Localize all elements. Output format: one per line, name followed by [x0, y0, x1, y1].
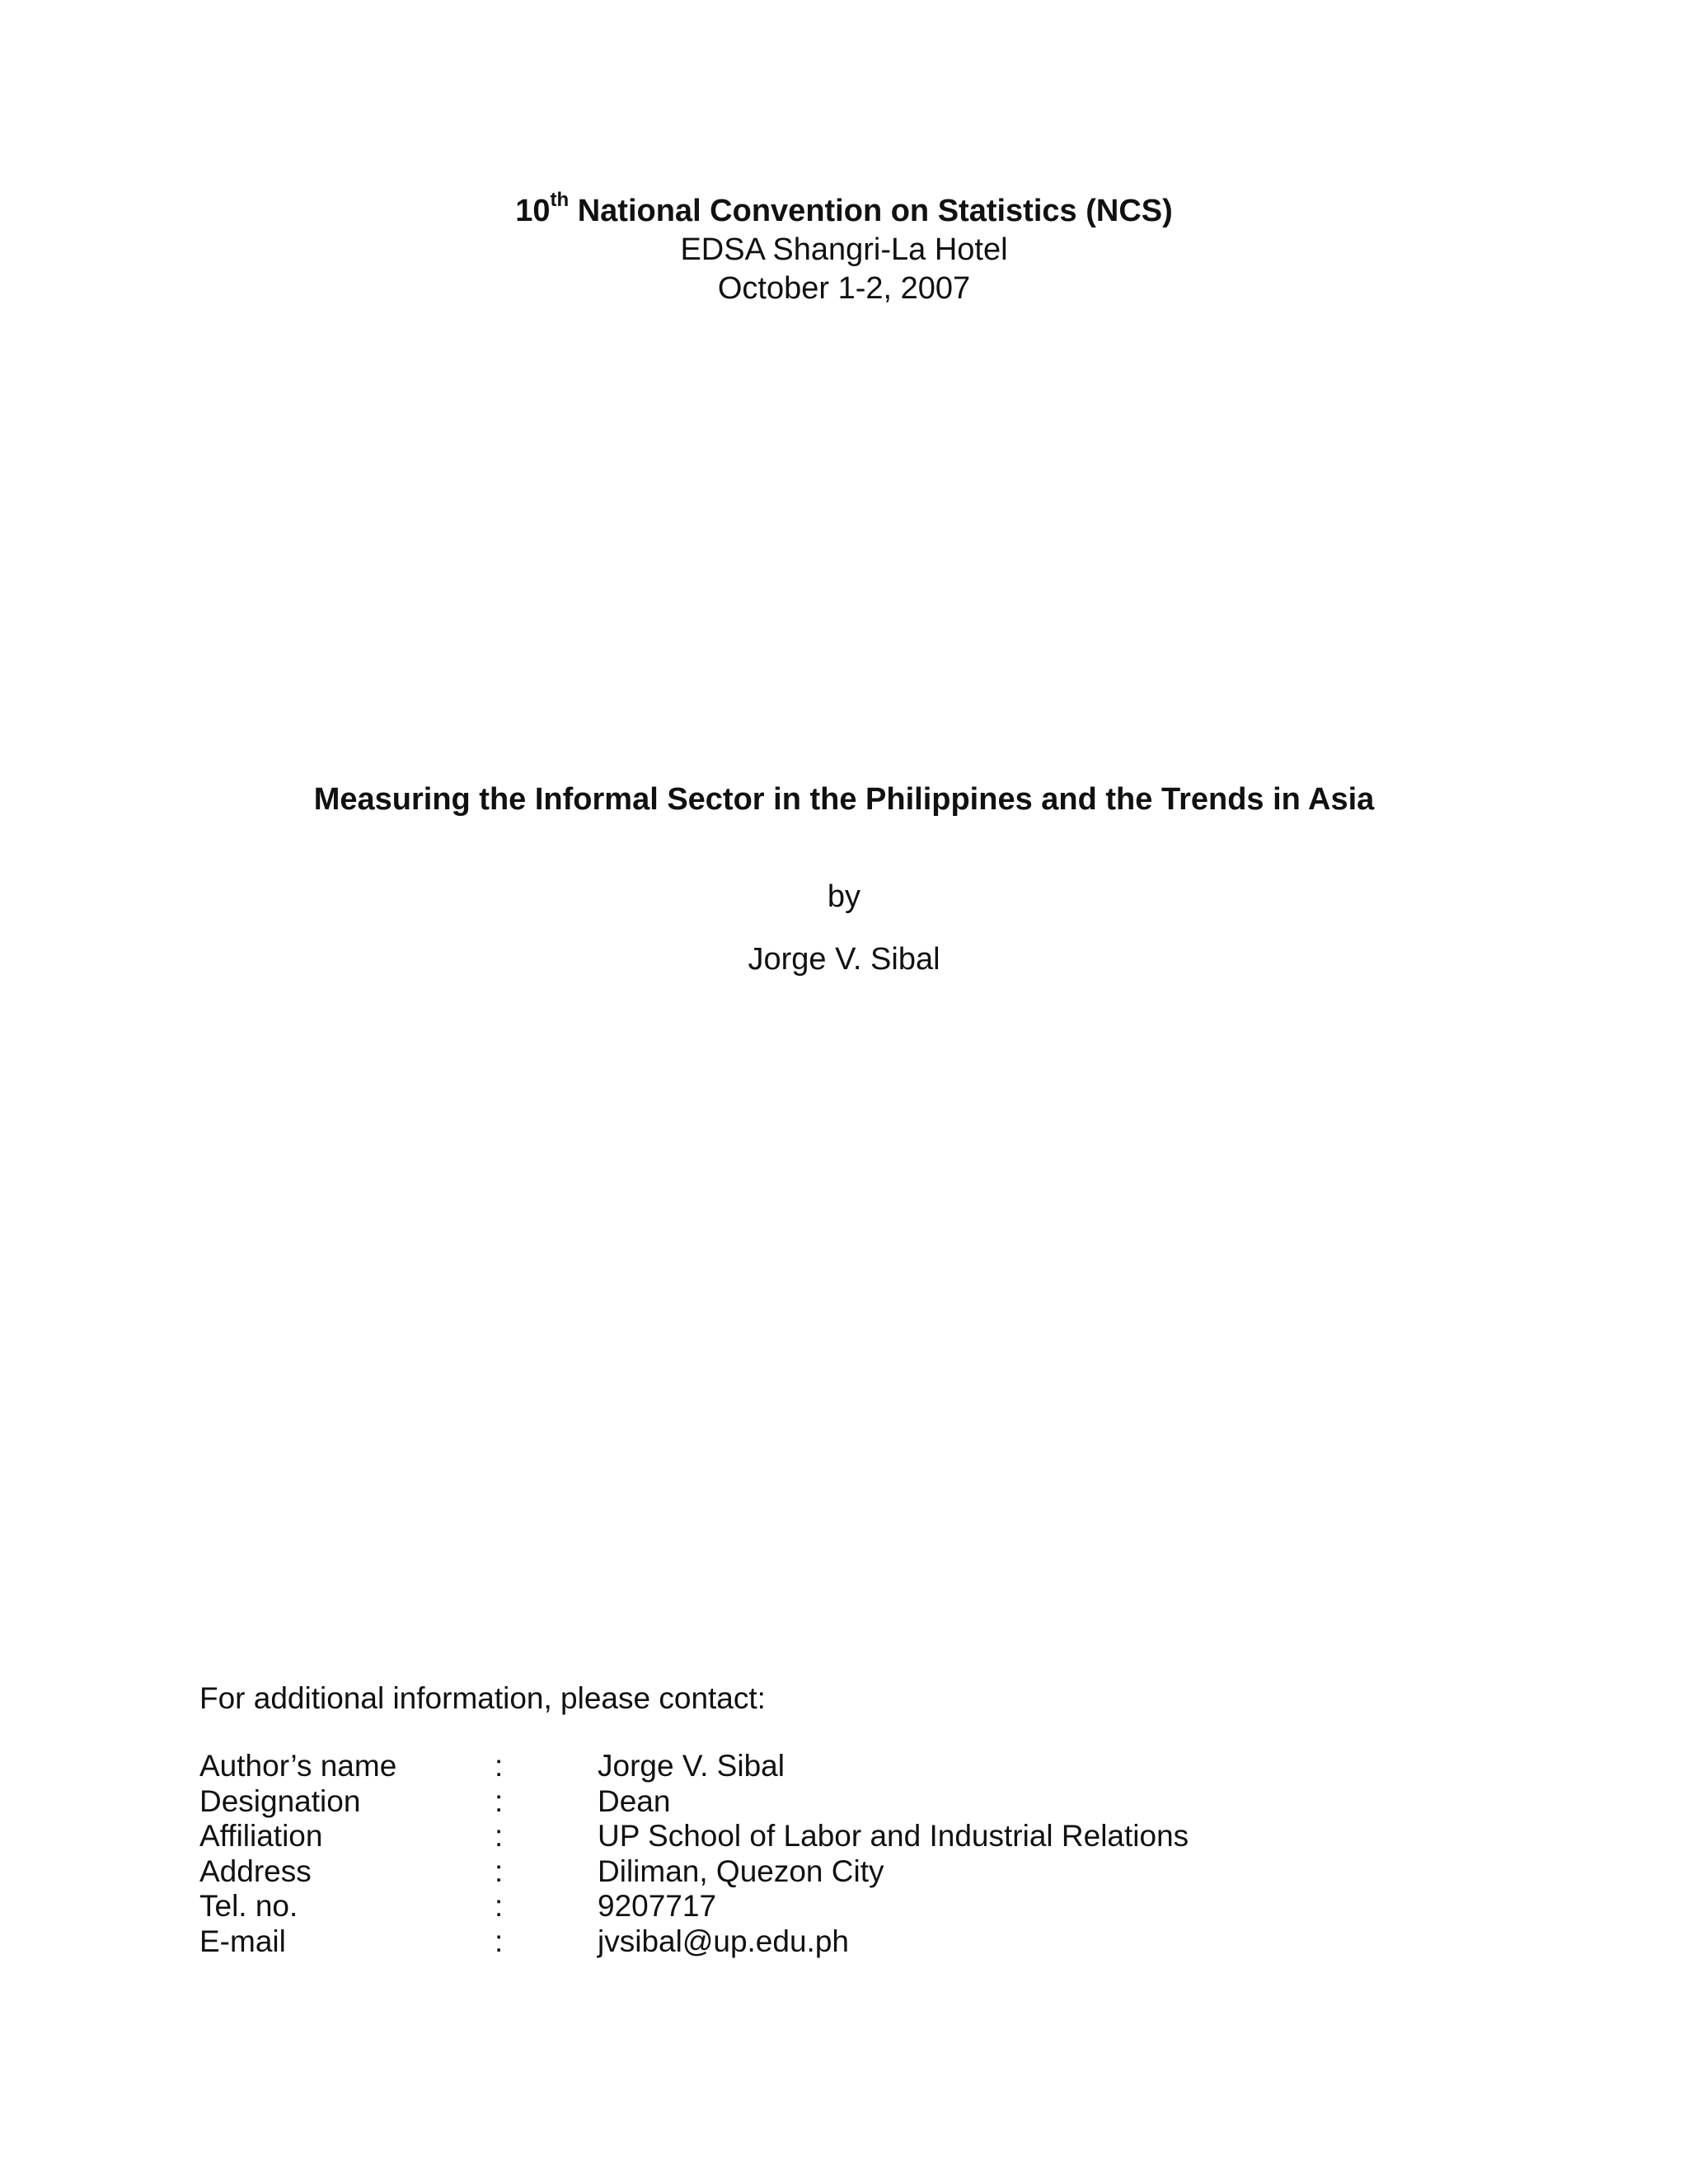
contact-label: Designation: [199, 1783, 361, 1818]
contact-value: Jorge V. Sibal: [598, 1749, 785, 1783]
contact-value: Diliman, Quezon City: [598, 1854, 884, 1888]
contact-label: Address: [199, 1854, 312, 1888]
paper-title: Measuring the Informal Sector in the Philippines and the Trends in Asia: [313, 782, 1375, 817]
contact-separator: :: [495, 1854, 504, 1888]
conference-number-suffix: th: [550, 189, 570, 212]
conference-title: [0, 191, 1688, 231]
contact-label: Tel. no.: [199, 1889, 298, 1923]
contact-value: jvsibal@up.edu.ph: [598, 1924, 849, 1958]
contact-separator: :: [495, 1749, 504, 1783]
by-label: by: [827, 879, 861, 914]
contact-label: E-mail: [199, 1924, 286, 1958]
contact-separator: :: [495, 1889, 504, 1923]
conference-number: 10: [515, 194, 551, 228]
paper-author: Jorge V. Sibal: [748, 942, 940, 977]
contact-separator: :: [495, 1924, 504, 1958]
conference-name: National Convention on Statistics (NCS): [577, 194, 1173, 228]
contact-label: Author’s name: [199, 1749, 397, 1783]
contact-value: UP School of Labor and Industrial Relations: [598, 1819, 1189, 1853]
conference-dates: October 1-2, 2007: [717, 271, 971, 306]
conference-header: [0, 191, 1688, 308]
contact-value: 9207717: [598, 1889, 717, 1923]
contact-intro: For additional information, please contact:: [199, 1681, 766, 1715]
contact-value: Dean: [598, 1783, 671, 1818]
contact-label: Affiliation: [199, 1819, 323, 1853]
contact-separator: :: [495, 1819, 504, 1853]
conference-venue: EDSA Shangri-La Hotel: [680, 232, 1008, 267]
contact-separator: :: [495, 1783, 504, 1818]
